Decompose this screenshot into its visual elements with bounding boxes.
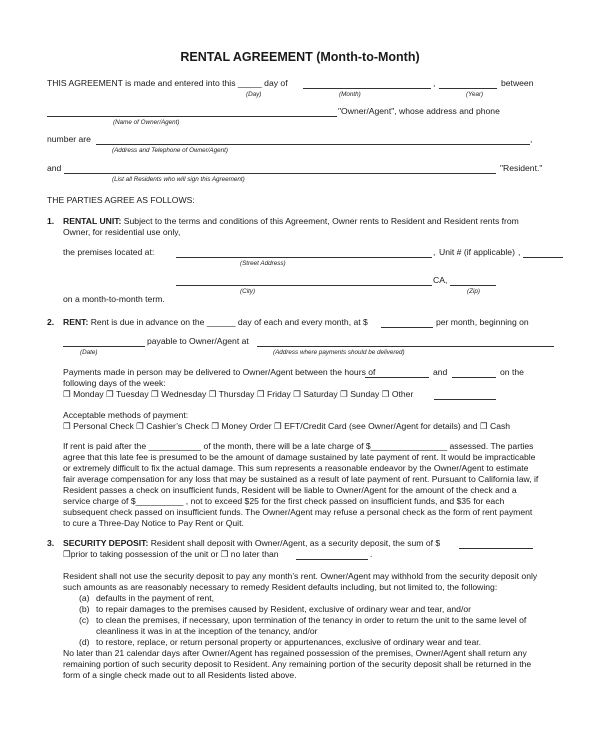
deposit-closing-line: form of a single check made out to all Residents listed above. (63, 670, 297, 680)
owner-name-blank[interactable] (47, 116, 337, 117)
following-days-label: following days of the week: (63, 378, 166, 388)
section-3-text-1: SECURITY DEPOSIT: Resident shall deposit with Owner/Agent, as a security deposit, the sum of $ (63, 538, 441, 548)
deposit-item-key: (a) (79, 593, 90, 603)
late-line: If rent is paid after the ___________ of the month, there will be a late charge of $________________ assessed. The parties (63, 441, 534, 451)
section-3-number: 3. (47, 538, 55, 548)
caption-street: (Street Address) (240, 260, 286, 267)
section-1-text-1: RENTAL UNIT: Subject to the terms and conditions of this Agreement, Owner rents to Resident and Resident rents from (63, 216, 519, 226)
deposit-closing-line: No later than 21 calendar days after Owner/Agent has regained possession of the premises, Owner/Agent shall return any (63, 648, 527, 658)
caption-owner: (Name of Owner/Agent) (113, 119, 180, 126)
deposit-item-text: defaults in the payment of rent, (96, 593, 214, 603)
section-2-number: 2. (47, 317, 55, 327)
section-2-text-1: RENT: Rent is due in advance on the ______ day of each and every month, at $ (63, 317, 368, 327)
street-blank[interactable] (176, 257, 432, 258)
late-line: service charge of $__________ , not to exceed $25 for the first check passed on insufficient funds, and $35 for each (63, 496, 505, 506)
section-3-text-2[interactable]: ❐prior to taking possession of the unit or ❐ no later than (63, 549, 279, 559)
caption-day: (Day) (246, 91, 262, 98)
unit-label: Unit # (if applicable) (439, 247, 515, 257)
caption-address: (Address and Telephone of Owner/Agent) (112, 147, 228, 154)
deposit-body-line: Resident shall not use the security deposit to pay any month’s rent. Owner/Agent may withhold from the security deposit only (63, 571, 538, 581)
late-line: fair average compensation for any loss that may be sustained as a result of late payment of rent. Pursuant to California law, if (63, 474, 539, 484)
deposit-item-text: to repair damages to the premises caused by Resident, exclusive of ordinary wear and tear, and/or (96, 604, 471, 614)
and-label: and (47, 163, 62, 173)
section-1-text-2: Owner, for residential use only, (63, 227, 181, 237)
late-line: to cure a Three-Day Notice to Pay Rent or Quit. (63, 518, 244, 528)
deposit-item-key: (c) (79, 615, 90, 625)
unit-blank[interactable] (523, 257, 563, 258)
document-title: RENTAL AGREEMENT (Month-to-Month) (180, 50, 420, 64)
section-2-text-1b: per month, beginning on (436, 317, 529, 327)
between-label: between (501, 78, 534, 88)
deposit-item-text: to clean the premises, if necessary, upon termination of the tenancy in order to return the unit to the same level of (96, 615, 527, 625)
deposit-closing-line: remaining portion of such security deposit to Resident. Any remaining portion of the security deposit shall be returned in the (63, 659, 532, 669)
caption-residents: (List all Residents who will sign this Agreement) (112, 176, 245, 183)
late-line: subsequent check passed on insufficient funds. The Owner/Agent may refuse a personal check as the form of rent payment (63, 507, 533, 517)
comma-3: , (433, 247, 436, 257)
payment-hours-text: Payments made in person may be delivered to Owner/Agent between the hours of (63, 367, 376, 377)
deposit-date-blank[interactable] (296, 559, 368, 560)
deposit-body-line: such amounts as are reasonably necessary to remedy Resident defaults including, but not limited to, the following: (63, 582, 498, 592)
rent-amount-blank[interactable] (381, 327, 433, 328)
deposit-amount-blank[interactable] (459, 548, 533, 549)
city-blank[interactable] (176, 285, 432, 286)
owner-tail: "Owner/Agent", whose address and phone (338, 106, 500, 116)
hours-from-blank[interactable] (365, 377, 429, 378)
hours-to-blank[interactable] (452, 377, 496, 378)
resident-tail: "Resident." (500, 163, 543, 173)
intro-line-1: THIS AGREEMENT is made and entered into this _____ day of (47, 78, 288, 88)
late-line: agree that this late fee is presumed to be the amount of damage sustained by late payment of rent. It would be impracticable (63, 452, 536, 462)
payable-label: payable to Owner/Agent at (147, 336, 249, 346)
comma-2: , (530, 134, 533, 144)
deposit-item-key: (b) (79, 604, 90, 614)
section-1-number: 1. (47, 216, 55, 226)
days-checkboxes[interactable]: ❐ Monday ❐ Tuesday ❐ Wednesday ❐ Thursday ❐ Friday ❐ Saturday ❐ Sunday ❐ Other (63, 389, 414, 399)
payment-methods-checkboxes[interactable]: ❐ Personal Check ❐ Cashier’s Check ❐ Money Order ❐ EFT/Credit Card (see Owner/Agent for details) and ❐ Cash (63, 421, 511, 431)
start-date-blank[interactable] (63, 346, 145, 347)
and-label-2: and (433, 367, 448, 377)
deposit-item-key: (d) (79, 637, 90, 647)
caption-zip: (Zip) (467, 288, 480, 295)
late-line: Resident passes a check on insufficient funds, Resident will be liable to Owner/Agent for the amount of the check and a (63, 485, 517, 495)
number-are-label: number are (47, 134, 91, 144)
comma: , (433, 78, 436, 88)
comma-4: , (518, 247, 521, 257)
late-line: or extremely difficult to fix the actual damage. This sum represents a reasonable endeavor by the Owner/Agent to estimate (63, 463, 529, 473)
caption-city: (City) (240, 288, 256, 295)
other-day-blank[interactable] (434, 399, 496, 400)
state-label: CA, (433, 275, 448, 285)
payment-methods-label: Acceptable methods of payment: (63, 410, 189, 420)
caption-payment-address: (Address where payments should be delivered) (273, 349, 405, 356)
period: . (370, 549, 373, 559)
caption-year: (Year) (466, 91, 484, 98)
on-the-label: on the (500, 367, 524, 377)
deposit-item-text: cleanliness it was in at the inception of the tenancy, and/or (96, 626, 318, 636)
month-blank[interactable] (303, 88, 431, 89)
parties-heading: THE PARTIES AGREE AS FOLLOWS: (47, 195, 195, 205)
deposit-item-text: to restore, replace, or return personal property or appurtenances, exclusive of ordinary wear and tear. (96, 637, 482, 647)
caption-month: (Month) (339, 91, 361, 98)
caption-date: (Date) (80, 349, 98, 356)
term-text: on a month-to-month term. (63, 294, 165, 304)
premises-label: the premises located at: (63, 247, 155, 257)
